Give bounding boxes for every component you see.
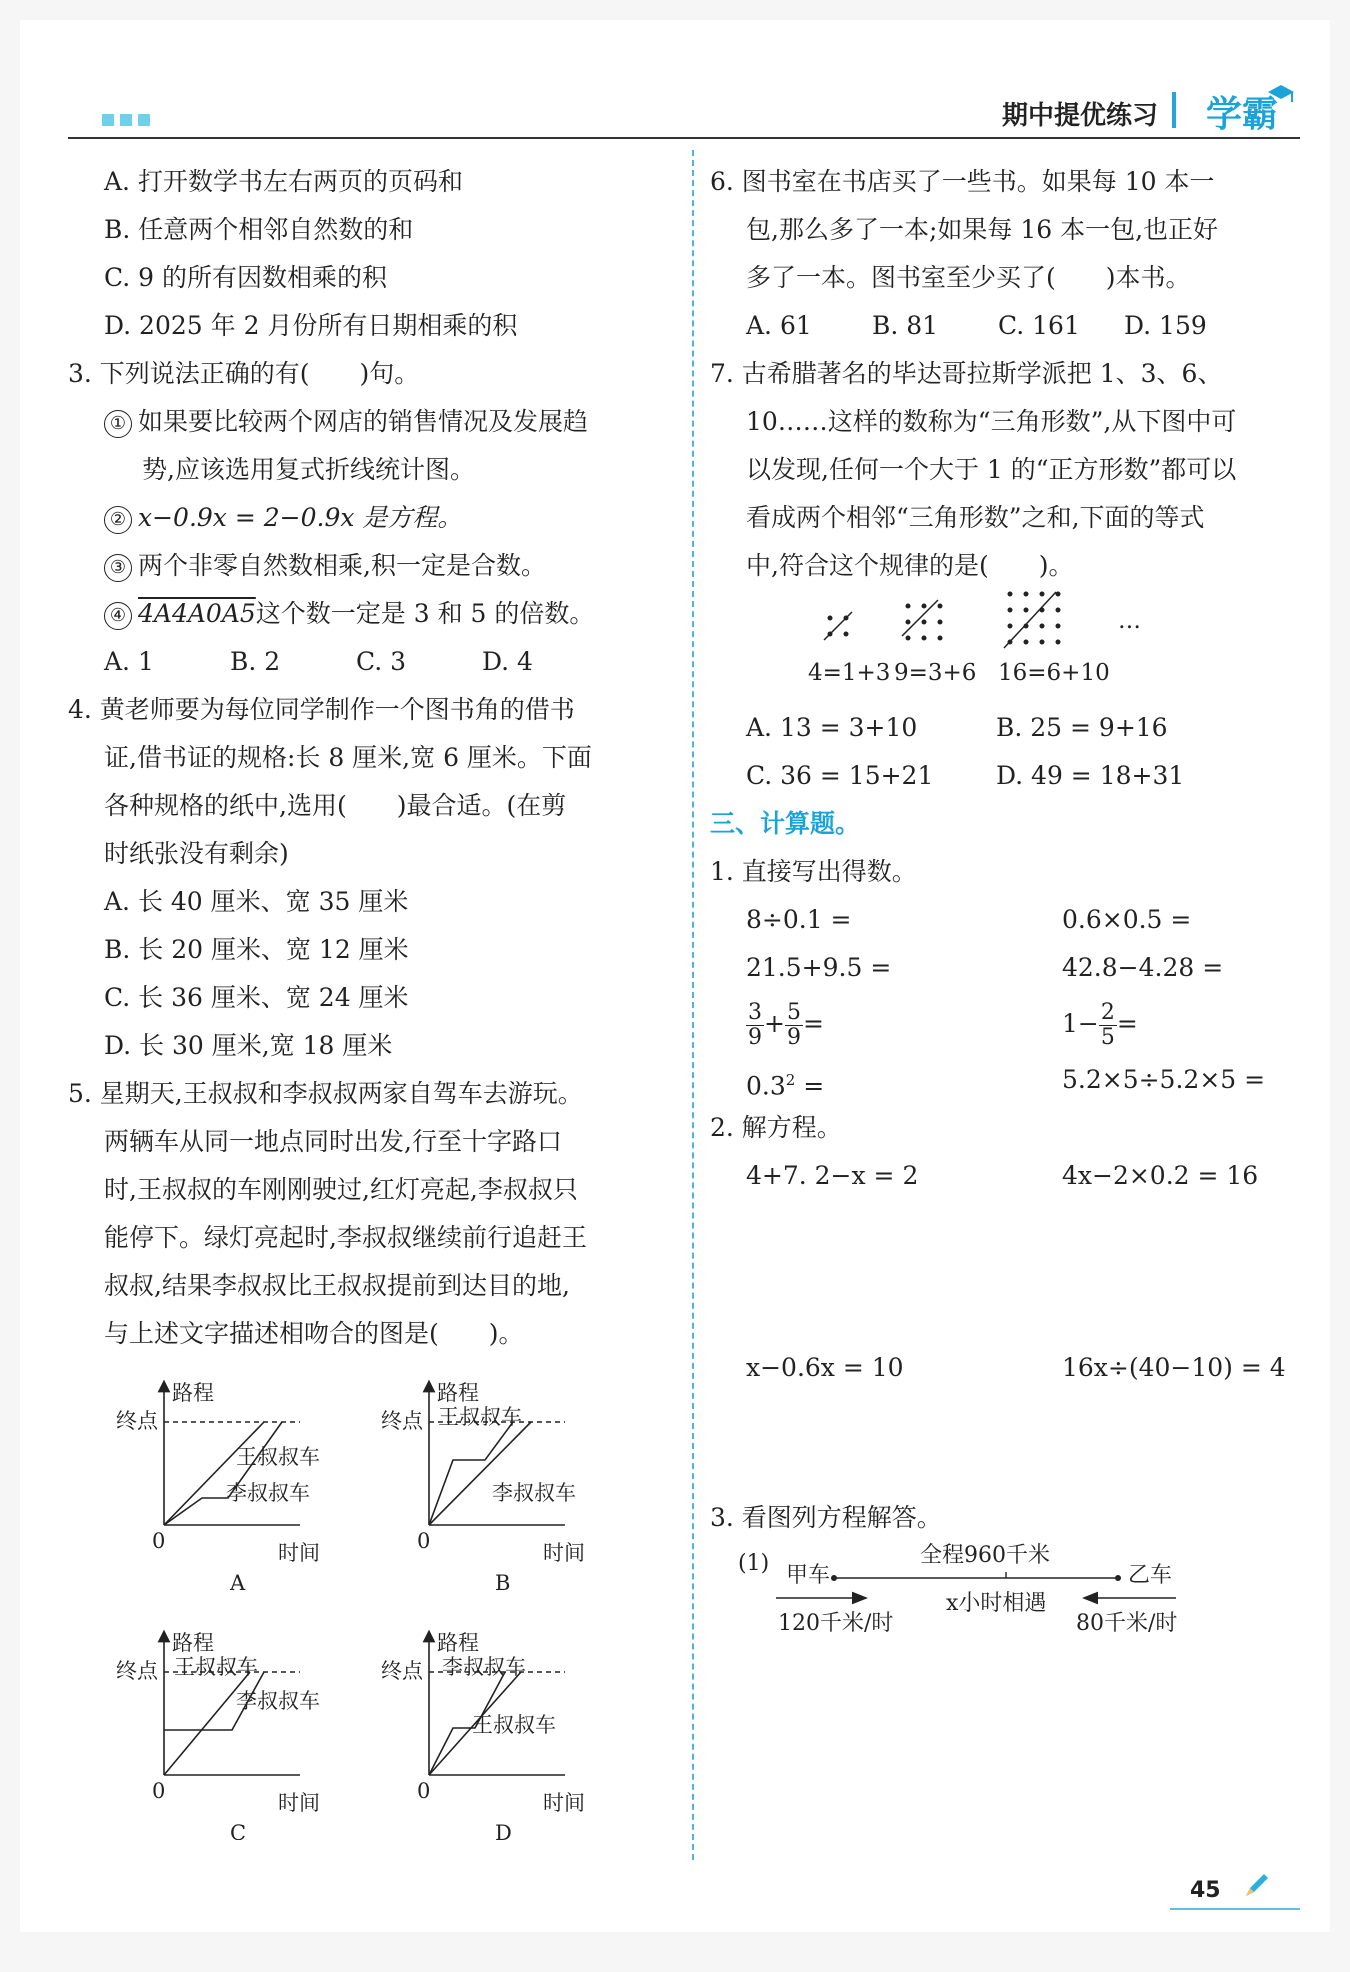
wang-label: 王叔叔车 [236, 1445, 320, 1469]
denominator: 9 [748, 1025, 762, 1050]
equals: = [1116, 1009, 1138, 1038]
figure-label-4: 4=1+3 [808, 660, 891, 686]
brand-logo: 学霸 [1205, 94, 1278, 135]
q4-line-2: 证,借书证的规格:长 8 厘米,宽 6 厘米。下面 [104, 743, 592, 772]
q6-option-b: B. 81 [872, 311, 939, 340]
calc-item: 21.5+9.5 = [746, 953, 892, 982]
q6-option-c: C. 161 [998, 311, 1080, 340]
equation: x−0.6x = 10 [746, 1353, 904, 1382]
q4-line-4: 时纸张没有剩余) [104, 839, 289, 868]
li-label: 李叔叔车 [226, 1481, 310, 1505]
end-label: 终点 [116, 1409, 158, 1433]
overlined-number: 4A4A0A5 [138, 599, 256, 628]
wang-line [164, 1422, 264, 1525]
graduation-cap-icon [1266, 82, 1296, 106]
workbook-page [20, 20, 1330, 1932]
meeting-diagram [710, 1542, 1310, 1642]
calc-item [746, 1056, 1062, 1104]
q5-line-6: 与上述文字描述相吻合的图是( )。 [104, 1319, 524, 1348]
end-label: 终点 [116, 1659, 158, 1683]
statement-text: 两个非零自然数相乘,积一定是合数。 [138, 551, 546, 580]
end-point [1115, 1575, 1121, 1581]
q3-option-d: D. 4 [482, 647, 533, 676]
q3-option-a: A. 1 [104, 647, 154, 676]
base: 0.3 [746, 1071, 786, 1101]
statement-text: x−0.9x = 2−0.9x 是方程。 [138, 503, 463, 532]
li-label: 李叔叔车 [442, 1655, 526, 1679]
equation-grid [710, 1344, 1310, 1392]
equation-grid [710, 1152, 1310, 1200]
figure-label-9: 9=3+6 [894, 660, 977, 686]
equation: 4+7. 2−x = 2 [746, 1161, 919, 1190]
q7-line-1: 7. 古希腊著名的毕达哥拉斯学派把 1、3、6、 [710, 359, 1223, 388]
answer-space [710, 1200, 1310, 1344]
x-axis-label: 时间 [543, 1791, 585, 1815]
q6-line-3: 多了一本。图书室至少买了( )本书。 [746, 263, 1191, 292]
page-header [68, 80, 1298, 140]
x-axis-label: 时间 [278, 1791, 320, 1815]
wang-line [429, 1422, 531, 1525]
calc-item: 8÷0.1 = [746, 905, 852, 934]
q6-line-2: 包,那么多了一本;如果每 16 本一包,也正好 [746, 215, 1219, 244]
calc-title: 1. 直接写出得数。 [710, 857, 917, 886]
q7-line-3: 以发现,任何一个大于 1 的“正方形数”都可以 [746, 455, 1237, 484]
q7-line-5: 中,符合这个规律的是( )。 [746, 551, 1074, 580]
fraction [746, 1001, 764, 1050]
exponent: 2 [785, 1071, 796, 1089]
y-axis-label: 路程 [437, 1381, 479, 1405]
q3-statement-1-cont: 势,应该选用复式折线统计图。 [142, 455, 475, 484]
figure-label-16: 16=6+10 [998, 660, 1110, 686]
numerator: 2 [1100, 1000, 1115, 1025]
q4-line-3: 各种规格的纸中,选用( )最合适。(在剪 [104, 791, 567, 820]
y-axis-label: 路程 [437, 1631, 479, 1655]
q3-option-b: B. 2 [230, 647, 281, 676]
calc-item-fraction [746, 992, 1062, 1056]
li-line [164, 1422, 282, 1525]
q5-line-5: 叔叔,结果李叔叔比王叔叔提前到达目的地, [104, 1271, 570, 1300]
equation: 16x÷(40−10) = 4 [1062, 1353, 1286, 1382]
part-label: (1) [738, 1551, 770, 1576]
q6-options [710, 302, 1310, 350]
q4-option-a: A. 长 40 厘米、宽 35 厘米 [104, 887, 409, 916]
word-problem-title: 3. 看图列方程解答。 [710, 1503, 942, 1532]
q2-option-c: C. 9 的所有因数相乘的积 [104, 263, 387, 292]
calc-item: 42.8−4.28 = [1062, 953, 1224, 982]
right-column [710, 158, 1310, 1646]
operator: + [764, 1009, 785, 1038]
car-a-label: 甲车 [786, 1563, 831, 1588]
car-b-label: 乙车 [1128, 1563, 1173, 1588]
calc-grid [710, 896, 1310, 1104]
graph-letter-c: C [230, 1821, 247, 1840]
q5-line-1: 5. 星期天,王叔叔和李叔叔两家自驾车去游玩。 [68, 1079, 583, 1108]
header-separator [1172, 92, 1176, 128]
origin-label: 0 [417, 1779, 431, 1803]
square-number-16 [1004, 592, 1061, 649]
q3-statement-4 [68, 590, 678, 638]
circled-number: ④ [104, 602, 132, 630]
header-title: 期中提优练习 [1001, 101, 1158, 131]
start-point [831, 1575, 837, 1581]
end-label: 终点 [381, 1659, 423, 1683]
origin-label: 0 [417, 1529, 431, 1553]
y-axis-label: 路程 [172, 1381, 214, 1405]
q5-line-2: 两辆车从同一地点同时出发,行至十字路口 [104, 1127, 562, 1156]
speed-b-label: 80千米/时 [1076, 1611, 1178, 1636]
equals: = [795, 1071, 825, 1101]
q6-option-a: A. 61 [746, 311, 812, 340]
end-label: 终点 [381, 1409, 423, 1433]
q2-option-d: D. 2025 年 2 月份所有日期相乘的积 [104, 311, 518, 340]
li-label: 李叔叔车 [492, 1481, 576, 1505]
q7-option-d: D. 49 = 18+31 [996, 761, 1185, 790]
equals: = [802, 1009, 824, 1038]
q3-options [68, 638, 678, 686]
graph-letter-a: A [230, 1571, 246, 1595]
q5-line-3: 时,王叔叔的车刚刚驶过,红灯亮起,李叔叔只 [104, 1175, 578, 1204]
q7-line-2: 10……这样的数称为“三角形数”,从下图中可 [746, 407, 1237, 436]
total-distance-label: 全程960千米 [920, 1543, 1050, 1568]
q7-option-a: A. 13 = 3+10 [746, 713, 918, 742]
q7-option-c: C. 36 = 15+21 [746, 761, 934, 790]
origin-label: 0 [152, 1529, 166, 1553]
circled-number: ② [104, 506, 132, 534]
li-line [429, 1422, 513, 1525]
q4-line-1: 4. 黄老师要为每位同学制作一个图书角的借书 [68, 695, 575, 724]
wang-label: 王叔叔车 [438, 1405, 522, 1429]
q7-options-row-1 [710, 704, 1310, 752]
q4-option-b: B. 长 20 厘米、宽 12 厘米 [104, 935, 409, 964]
calc-item: 5.2×5÷5.2×5 = [1062, 1065, 1266, 1094]
li-label: 李叔叔车 [236, 1689, 320, 1713]
q2-option-b: B. 任意两个相邻自然数的和 [104, 215, 414, 244]
fraction [785, 1001, 803, 1050]
q6-option-d: D. 159 [1124, 311, 1207, 340]
meet-time-label: x小时相遇 [946, 1591, 1047, 1616]
q3-stem: 3. 下列说法正确的有( )句。 [68, 359, 420, 388]
statement-text: 这个数一定是 3 和 5 的倍数。 [255, 599, 595, 628]
header-rule [68, 137, 1300, 139]
wang-line [164, 1672, 250, 1775]
q7-option-b: B. 25 = 9+16 [996, 713, 1168, 742]
square-icon [120, 114, 132, 126]
statement-text: 如果要比较两个网店的销售情况及发展趋 [138, 407, 589, 436]
q4-option-c: C. 长 36 厘米、宽 24 厘米 [104, 983, 409, 1012]
left-column [68, 158, 678, 1358]
q3-option-c: C. 3 [356, 647, 407, 676]
wang-label: 王叔叔车 [472, 1713, 556, 1737]
q3-statement-2 [68, 494, 678, 542]
calc-item-fraction [1062, 992, 1346, 1056]
q6-line-1: 6. 图书室在书店买了一些书。如果每 10 本一 [710, 167, 1215, 196]
q3-statement-3 [68, 542, 678, 590]
square-number-9 [902, 600, 943, 641]
equation-title: 2. 解方程。 [710, 1113, 842, 1142]
q3-statement-1 [68, 398, 678, 446]
q2-option-a: A. 打开数学书左右两页的页码和 [104, 167, 463, 196]
fraction [1099, 1001, 1117, 1050]
answer-space [710, 1392, 1310, 1494]
q5-line-4: 能停下。绿灯亮起时,李叔叔继续前行追赶王 [104, 1223, 587, 1252]
whole-part: 1− [1062, 1009, 1099, 1038]
q5-graphs [80, 1370, 670, 1840]
denominator: 5 [1100, 1025, 1115, 1050]
q4-option-d: D. 长 30 厘米,宽 18 厘米 [104, 1031, 393, 1060]
square-icon [102, 114, 114, 126]
square-number-4 [824, 612, 852, 640]
figure-ellipsis: … [1118, 608, 1141, 634]
graph-letter-d: D [495, 1821, 512, 1840]
square-icon [138, 114, 150, 126]
numerator: 5 [786, 1000, 801, 1025]
origin-label: 0 [152, 1779, 166, 1803]
equation: 4x−2×0.2 = 16 [1062, 1161, 1259, 1190]
pencil-icon [1242, 1872, 1270, 1900]
numerator: 3 [748, 1000, 762, 1025]
x-axis-label: 时间 [543, 1541, 585, 1565]
circled-number: ③ [104, 554, 132, 582]
page-number: 45 [1190, 1878, 1221, 1903]
speed-a-label: 120千米/时 [778, 1611, 894, 1636]
denominator: 9 [786, 1025, 801, 1050]
x-axis-label: 时间 [278, 1541, 320, 1565]
column-divider [692, 150, 694, 1860]
circled-number: ① [104, 410, 132, 438]
y-axis-label: 路程 [172, 1631, 214, 1655]
q7-line-4: 看成两个相邻“三角形数”之和,下面的等式 [746, 503, 1205, 532]
section-heading: 三、计算题。 [710, 809, 861, 838]
wang-label: 王叔叔车 [174, 1655, 258, 1679]
q7-options-row-2 [710, 752, 1310, 800]
graph-letter-b: B [495, 1571, 511, 1595]
q7-dot-figure [710, 590, 1310, 700]
calc-item: 0.6×0.5 = [1062, 905, 1192, 934]
footer-rule [1170, 1908, 1300, 1910]
